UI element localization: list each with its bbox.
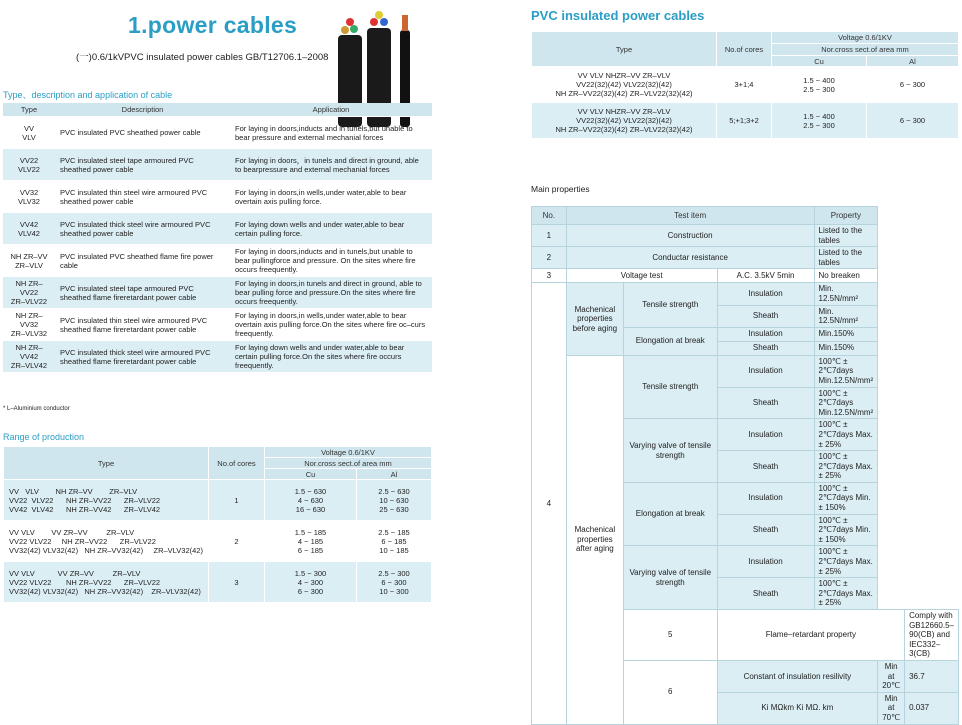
ins-label: Insulation bbox=[717, 327, 814, 341]
r3-no: 3 bbox=[532, 269, 567, 283]
t1-app: For laying in doors,inducts and in tunels,but unable to bear pressure and external mechanial forces bbox=[230, 117, 432, 149]
t1-row bbox=[3, 181, 432, 213]
main-properties-table bbox=[531, 206, 959, 725]
t2-header-voltage: Voltage 0.6/1KV bbox=[264, 447, 431, 458]
prop-var-sh: 100℃ ± 2℃7days Max. ± 25% bbox=[814, 451, 878, 483]
el-after: Elongation at break bbox=[623, 482, 717, 546]
t1-app: For laying in doors,in tunels and direct in ground, able to bear pulling force and pressure.On the sites where fire occurs freequently. bbox=[230, 277, 432, 309]
t2-header-type: Type bbox=[4, 447, 209, 480]
t1-type: NH ZR–VV42 ZR–VLV42 bbox=[3, 341, 55, 373]
t3-type: VV VLV NHZR–VV ZR–VLV VV22(32)(42) VLV22(32)(42) NH ZR–VV22(32)(42) ZR–VLV22(32)(42) bbox=[532, 103, 717, 139]
t1-app: For laying in doors,in wells,under water,able to bear overtain axis pulling force.On the sites where fire oc–curs freequently. bbox=[230, 309, 432, 341]
t2-type: VV VLV NH ZR–VV ZR–VLV VV22 VLV22 NH ZR–VV22 ZR–VLV22 VV42 VLV42 NH ZR–VV42 ZR–VLV42 bbox=[4, 480, 209, 521]
t1-type: VV22 VLV22 bbox=[3, 149, 55, 181]
ts-before: Tensile strength bbox=[623, 283, 717, 327]
t1-type: NH ZR–VV22 ZR–VLV22 bbox=[3, 277, 55, 309]
t1-row bbox=[3, 149, 432, 181]
sh-label: Sheath bbox=[717, 387, 814, 419]
t3-header-voltage: Voltage 0.6/1KV bbox=[772, 32, 959, 44]
r1-item: Construction bbox=[566, 225, 814, 247]
ins-label: Insulation bbox=[717, 482, 814, 514]
r6-p1: 36.7 bbox=[905, 660, 959, 692]
t3-al: 6 ~ 300 bbox=[867, 67, 959, 103]
t1-type: VV42 VLV42 bbox=[3, 213, 55, 245]
var-2: Varying valve of tensile strength bbox=[623, 546, 717, 610]
prop-var2-sh: 100℃ ± 2℃7days Max. ± 25% bbox=[814, 578, 878, 610]
sh-label: Sheath bbox=[717, 514, 814, 546]
t4-header-prop: Property bbox=[814, 207, 878, 225]
ins-label: Insulation bbox=[717, 283, 814, 305]
t2-al: 2.5 ~ 300 6 ~ 300 10 ~ 300 bbox=[356, 562, 431, 603]
t2-cu: 1.5 ~ 185 4 ~ 185 6 ~ 185 bbox=[264, 521, 356, 562]
r5-item: Flame–retardant property bbox=[717, 610, 905, 661]
t1-row bbox=[3, 309, 432, 341]
t3-cores: 5;+1;3+2 bbox=[717, 103, 772, 139]
pvc-range-table bbox=[531, 31, 959, 139]
t2-cores: 2 bbox=[208, 521, 264, 562]
t1-app: For laying in doors,in wells,under water,able to bear overtain axis pulling force. bbox=[230, 181, 432, 213]
t1-desc: PVC insulated steel tape armoured PVC sheathed power cable bbox=[55, 149, 230, 181]
t2-header-nor: Nor.cross sect.of area mm bbox=[264, 458, 431, 469]
t1-type: NH ZR–VV ZR–VLV bbox=[3, 245, 55, 277]
footnote: * L–Aluminium conductor bbox=[3, 406, 70, 412]
t3-header-cu: Cu bbox=[772, 56, 867, 67]
prop-ts-sh: Min. 12.5N/mm² bbox=[814, 305, 878, 327]
t3-cores: 3+1;4 bbox=[717, 67, 772, 103]
r4-no: 4 bbox=[532, 283, 567, 724]
t2-cu: 1.5 ~ 630 4 ~ 630 16 ~ 630 bbox=[264, 480, 356, 521]
type-description-table bbox=[3, 103, 432, 373]
t1-row bbox=[3, 341, 432, 373]
sh-label: Sheath bbox=[717, 578, 814, 610]
r1-no: 1 bbox=[532, 225, 567, 247]
t2-row bbox=[4, 562, 432, 603]
t1-header-type: Type bbox=[3, 103, 55, 117]
t1-desc: PVC insulated thick steel wire armoured PVC sheathed power cable bbox=[55, 213, 230, 245]
t3-cu: 1.5 ~ 400 2.5 ~ 300 bbox=[772, 67, 867, 103]
t2-al: 2.5 ~ 185 6 ~ 185 10 ~ 185 bbox=[356, 521, 431, 562]
t1-row bbox=[3, 277, 432, 309]
t1-type: VV32 VLV32 bbox=[3, 181, 55, 213]
main-properties-label: Main properties bbox=[531, 184, 590, 194]
page-title: 1.power cables bbox=[128, 12, 298, 38]
t2-al: 2.5 ~ 630 10 ~ 630 25 ~ 630 bbox=[356, 480, 431, 521]
t2-cu: 1.5 ~ 300 4 ~ 300 6 ~ 300 bbox=[264, 562, 356, 603]
t1-header-desc: Ddescription bbox=[55, 103, 230, 117]
prop-ael-ins: 100℃ ± 2℃7days Min. ± 150% bbox=[814, 482, 878, 514]
sh-label: Sheath bbox=[717, 451, 814, 483]
t4-header-no: No. bbox=[532, 207, 567, 225]
t3-header-al: Al bbox=[867, 56, 959, 67]
t3-header-type: Type bbox=[532, 32, 717, 67]
r6-p2: 0.037 bbox=[905, 692, 959, 724]
ins-label: Insulation bbox=[717, 419, 814, 451]
r6-c2: Min at 70℃ bbox=[878, 692, 905, 724]
r2-item: Conductar resistance bbox=[566, 247, 814, 269]
t1-desc: PVC insulated PVC sheathed flame fire power cable bbox=[55, 245, 230, 277]
prop-ael-sh: 100℃ ± 2℃7days Min. ± 150% bbox=[814, 514, 878, 546]
t3-header-cores: No.of cores bbox=[717, 32, 772, 67]
t1-desc: PVC insulated thin steel wire armoured PVC sheathed power cable bbox=[55, 181, 230, 213]
r6-item1: Constant of insulation resilivity bbox=[717, 660, 878, 692]
r3-item: Voltage test bbox=[566, 269, 717, 283]
t1-desc: PVC insulated PVC sheathed power cable bbox=[55, 117, 230, 149]
t1-desc: PVC insulated steel tape armoured PVC sheathed flame fireretardant power cable bbox=[55, 277, 230, 309]
prop-var-ins: 100℃ ± 2℃7days Max. ± 25% bbox=[814, 419, 878, 451]
r3-cond: A.C. 3.5kV 5min bbox=[717, 269, 814, 283]
t2-cores: 1 bbox=[208, 480, 264, 521]
t1-row bbox=[3, 213, 432, 245]
t2-type: VV VLV VV ZR–VV ZR–VLV VV22 VLV22 NH ZR–VV22 ZR–VLV22 VV32(42) VLV32(42) NH ZR–VV32(42) ZR–VLV32(42) bbox=[4, 521, 209, 562]
t3-header-nor: Nor.cross sect.of area mm bbox=[772, 44, 959, 56]
t2-type: VV VLV VV ZR–VV ZR–VLV VV22 VLV22 NH ZR–VV22 ZR–VLV22 VV32(42) VLV32(42) NH ZR–VV32(42) ZR–VLV32(42) bbox=[4, 562, 209, 603]
r5-no: 5 bbox=[623, 610, 717, 661]
t3-al: 6 ~ 300 bbox=[867, 103, 959, 139]
prop-ts-ins: Min. 12.5N/mm² bbox=[814, 283, 878, 305]
t1-app: For laying down wells and under water,able to bear certain pulling force. bbox=[230, 213, 432, 245]
t2-cores: 3 bbox=[208, 562, 264, 603]
t1-header-app: Application bbox=[230, 103, 432, 117]
r6-no: 6 bbox=[623, 660, 717, 724]
t1-type: NH ZR–VV32 ZR–VLV32 bbox=[3, 309, 55, 341]
t1-type: VV VLV bbox=[3, 117, 55, 149]
t3-cu: 1.5 ~ 400 2.5 ~ 300 bbox=[772, 103, 867, 139]
t3-row bbox=[532, 67, 959, 103]
t2-row bbox=[4, 521, 432, 562]
prop-el-sh: Min.150% bbox=[814, 341, 878, 355]
sh-label: Sheath bbox=[717, 305, 814, 327]
ins-label: Insulation bbox=[717, 355, 814, 387]
t1-app: For laying down wells and under water,able to bear certain pulling force.On the sites where fire occurs freequently. bbox=[230, 341, 432, 373]
t1-app: For laying in doors,inducts and in tunels,but unable to bear pullingforce and pressure. On the sites where fire occurs freequently. bbox=[230, 245, 432, 277]
t2-header-cores: No.of cores bbox=[208, 447, 264, 480]
t1-desc: PVC insulated thick steel wire armoured PVC sheathed flame fireretardant power cable bbox=[55, 341, 230, 373]
after-aging: Machenical properties after aging bbox=[566, 355, 623, 724]
prop-var2-ins: 100℃ ± 2℃7days Max. ± 25% bbox=[814, 546, 878, 578]
section-type-description: Type、description and application of cable bbox=[3, 90, 173, 100]
ts-after: Tensile strength bbox=[623, 355, 717, 419]
prop-ats-sh: 100℃ ± 2℃7days Min.12.5N/mm² bbox=[814, 387, 878, 419]
t2-header-al: Al bbox=[356, 469, 431, 480]
el-before: Elongation at break bbox=[623, 327, 717, 355]
r6-c1: Min at 20℃ bbox=[878, 660, 905, 692]
t1-app: For laying in doors，in tunels and direct in ground, able to bearpressure and external mechanial forces bbox=[230, 149, 432, 181]
t1-desc: PVC insulated thin steel wire armoured PVC sheathed flame fireretardant power cable bbox=[55, 309, 230, 341]
t3-type: VV VLV NHZR–VV ZR–VLV VV22(32)(42) VLV22(32)(42) NH ZR–VV22(32)(42) ZR–VLV22(32)(42) bbox=[532, 67, 717, 103]
t1-row bbox=[3, 245, 432, 277]
r5-prop: Comply with GB12660.5–90(CB) and IEC332–3(CB) bbox=[905, 610, 959, 661]
sh-label: Sheath bbox=[717, 341, 814, 355]
t2-row bbox=[4, 480, 432, 521]
t4-header-item: Test item bbox=[566, 207, 814, 225]
prop-ats-ins: 100℃ ± 2℃7days Min.12.5N/mm² bbox=[814, 355, 878, 387]
r6-item2: Ki MΩkm Ki MΩ. km bbox=[717, 692, 878, 724]
t2-header-cu: Cu bbox=[264, 469, 356, 480]
t1-row bbox=[3, 117, 432, 149]
section-range: Range of production bbox=[3, 432, 85, 442]
right-title: PVC insulated power cables bbox=[531, 8, 705, 23]
r2-no: 2 bbox=[532, 247, 567, 269]
var-1: Varying valve of tensile strength bbox=[623, 419, 717, 483]
t3-row bbox=[532, 103, 959, 139]
prop-el-ins: Min.150% bbox=[814, 327, 878, 341]
page-subtitle: (一)0.6/1kVPVC insulated power cables GB/T12706.1–2008 bbox=[76, 52, 329, 63]
r3-prop: No breaken bbox=[814, 269, 878, 283]
before-aging: Machenical properties before aging bbox=[566, 283, 623, 355]
range-table bbox=[3, 446, 432, 603]
r2-prop: Listed to the tables bbox=[814, 247, 878, 269]
ins-label: Insulation bbox=[717, 546, 814, 578]
r1-prop: Listed to the tables bbox=[814, 225, 878, 247]
